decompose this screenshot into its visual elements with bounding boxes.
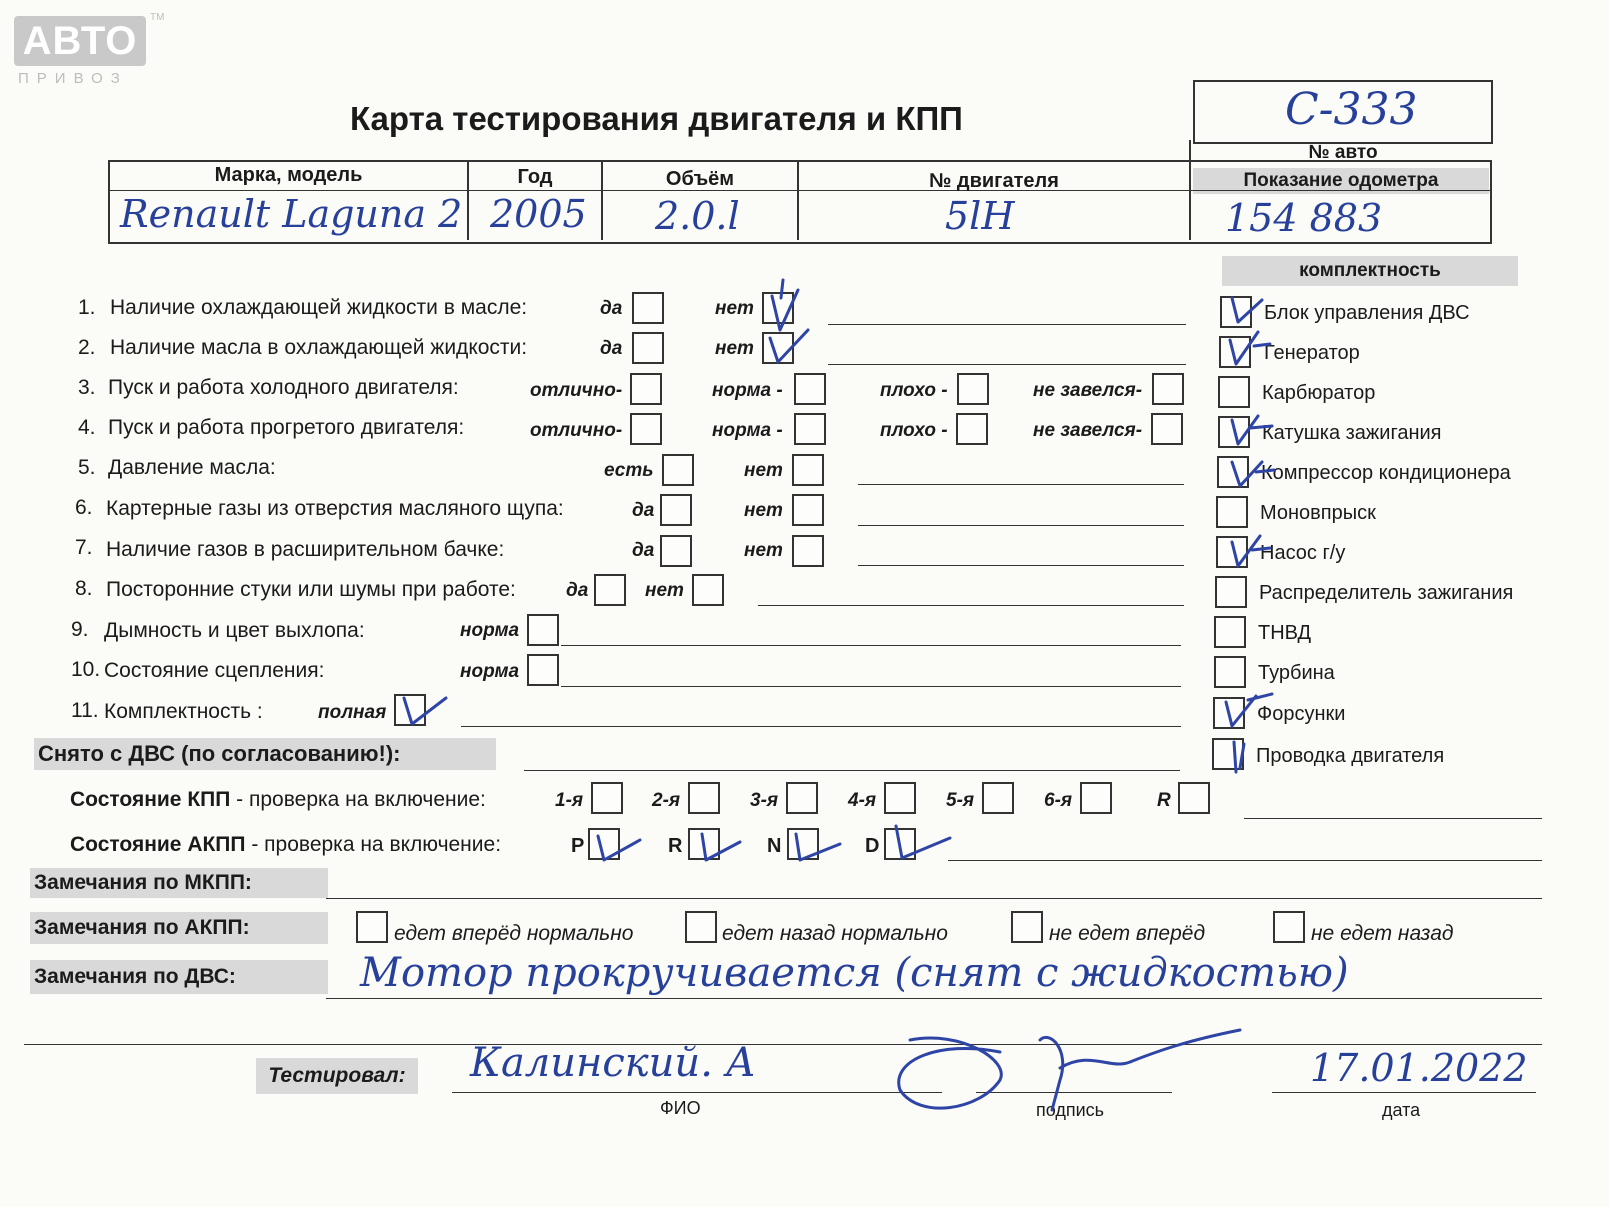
item-label: Состояние сцепления: xyxy=(104,659,325,682)
make-model-value: Renault Laguna 2 xyxy=(120,192,463,236)
item-number: 10. xyxy=(71,658,101,681)
item-label: Давление масла: xyxy=(108,456,276,479)
tester-name-handwritten: Калинский. А xyxy=(470,1040,756,1086)
trademark-mark: TM xyxy=(150,12,165,23)
check-mark xyxy=(1226,694,1272,726)
page-title: Карта тестирования двигателя и КПП xyxy=(350,100,963,137)
option-label: не завелся- xyxy=(1033,380,1143,401)
remarks-mkpp-label: Замечания по МКПП: xyxy=(30,868,328,898)
option-label: полная xyxy=(318,702,387,723)
option-label: нет xyxy=(744,460,783,481)
item-number: 2. xyxy=(78,336,96,359)
option-label: норма xyxy=(460,620,520,641)
option-label: нет xyxy=(744,540,783,561)
item-label: Посторонние стуки или шумы при работе: xyxy=(106,578,516,601)
option-label: отлично- xyxy=(530,380,623,401)
option-label: да xyxy=(632,500,655,521)
item-number: 1. xyxy=(78,296,96,319)
check-mark xyxy=(1230,332,1270,364)
check-mark xyxy=(1232,416,1272,444)
item-label: Наличие газов в расширительном бачке: xyxy=(106,538,505,561)
check-mark xyxy=(772,280,798,330)
item-label: Наличие охлаждающей жидкости в масле: xyxy=(110,296,528,319)
akpp-forward-ok-label: едет вперёд нормально xyxy=(394,922,634,945)
logo-subtitle: ПРИВОЗ xyxy=(18,70,128,87)
komplekt-label: Проводка двигателя xyxy=(1256,745,1445,767)
avtoprivoz-logo: АВТО xyxy=(14,16,146,66)
gear-label: 1-я xyxy=(555,790,584,811)
komplekt-label: Турбина xyxy=(1258,662,1335,684)
item-number: 9. xyxy=(71,618,89,641)
komplekt-label: Форсунки xyxy=(1257,703,1346,725)
gear-label: 3-я xyxy=(750,790,779,811)
komplekt-label: ТНВД xyxy=(1258,622,1312,644)
check-mark xyxy=(702,834,740,860)
gear-label: 2-я xyxy=(652,790,681,811)
option-label: норма xyxy=(460,661,520,682)
akpp-no-forward-label: не едет вперёд xyxy=(1049,922,1206,945)
check-mark xyxy=(1234,742,1244,772)
gear-label: 4-я xyxy=(848,790,877,811)
kpp-label-bold: Состояние КПП xyxy=(70,788,231,811)
header-col-make-model: Марка, модель xyxy=(214,164,363,186)
komplekt-label: Распределитель зажигания xyxy=(1259,582,1514,604)
car-number-value: С-333 xyxy=(1285,84,1418,135)
item-number: 5. xyxy=(78,456,96,479)
item-label: Пуск и работа прогретого двигателя: xyxy=(108,416,465,439)
gear-label: R xyxy=(1157,790,1171,811)
signature-label: подпись xyxy=(1036,1100,1105,1120)
odometer-value: 154 883 xyxy=(1225,196,1383,240)
option-label: нет xyxy=(715,298,754,319)
option-label: норма - xyxy=(712,420,783,441)
date-handwritten: 17.01.2022 xyxy=(1310,1046,1528,1090)
volume-value: 2.0.l xyxy=(655,194,740,238)
komplekt-label: Блок управления ДВС xyxy=(1264,302,1470,324)
option-label: да xyxy=(600,298,623,319)
check-mark xyxy=(1232,536,1270,566)
item-label: Дымность и цвет выхлопа: xyxy=(104,619,365,642)
odometer-label: Показание одометра xyxy=(1193,168,1489,194)
option-label: да xyxy=(566,580,589,601)
option-label: норма - xyxy=(712,380,783,401)
item-number: 6. xyxy=(75,496,93,519)
item-label: Пуск и работа холодного двигателя: xyxy=(108,376,459,399)
year-value: 2005 xyxy=(490,192,587,236)
check-mark xyxy=(598,836,640,860)
option-label: да xyxy=(600,338,623,359)
check-mark xyxy=(796,834,840,860)
option-label: нет xyxy=(715,338,754,359)
kpp-label-rest: - проверка на включение: xyxy=(230,788,486,811)
option-label: плохо - xyxy=(880,420,948,441)
removed-from-engine-label: Снято с ДВС (по согласованию!): xyxy=(34,738,496,770)
item-label: Картерные газы из отверстия масляного щупа: xyxy=(106,497,564,520)
date-label: дата xyxy=(1382,1100,1421,1120)
komplekt-label: Карбюратор xyxy=(1262,382,1376,404)
item-label: Комплектность : xyxy=(104,700,263,723)
fio-label: ФИО xyxy=(660,1098,701,1118)
check-mark xyxy=(770,330,808,362)
item-number: 3. xyxy=(78,376,96,399)
gear-label: 6-я xyxy=(1044,790,1073,811)
option-label: нет xyxy=(744,500,783,521)
signature-scribble xyxy=(899,1030,1240,1110)
check-mark xyxy=(404,698,446,724)
header-col-engine-no: № двигателя xyxy=(929,170,1059,192)
remarks-akpp-label: Замечания по АКПП: xyxy=(30,912,328,944)
check-mark xyxy=(1232,298,1262,322)
item-number: 11. xyxy=(71,699,99,722)
header-col-volume: Объём xyxy=(665,168,735,190)
option-label: нет xyxy=(645,580,684,601)
remarks-dvs-label: Замечания по ДВС: xyxy=(30,960,328,994)
item-number: 4. xyxy=(78,416,96,439)
komplekt-label: Насос г/у xyxy=(1260,542,1346,564)
remarks-dvs-handwritten: Мотор прокручивается (снят с жидкостью) xyxy=(360,950,1349,996)
item-label: Наличие масла в охлаждающей жидкости: xyxy=(110,336,528,359)
tested-by-label: Тестировал: xyxy=(256,1058,418,1094)
akpp-label-bold: Состояние АКПП xyxy=(70,833,246,856)
gear-label: D xyxy=(865,835,880,857)
header-col-year: Год xyxy=(517,166,553,188)
komplekt-label: Генератор xyxy=(1264,342,1360,364)
engine-no-value: 5lH xyxy=(945,194,1015,238)
car-number-label: № авто xyxy=(1308,142,1378,163)
option-label: да xyxy=(632,540,655,561)
option-label: отлично- xyxy=(530,420,623,441)
item-number: 7. xyxy=(75,536,93,559)
option-label: плохо - xyxy=(880,380,948,401)
gear-label: N xyxy=(767,835,782,857)
akpp-backward-ok-label: едет назад нормально xyxy=(722,922,948,945)
check-mark xyxy=(1232,462,1274,486)
gear-label: 5-я xyxy=(946,790,975,811)
komplekt-header: комплектность xyxy=(1222,256,1518,286)
akpp-label-rest: - проверка на включение: xyxy=(245,833,502,856)
akpp-no-backward-label: не едет назад xyxy=(1311,922,1454,945)
item-number: 8. xyxy=(75,577,93,600)
option-label: есть xyxy=(604,460,654,481)
check-mark xyxy=(896,826,950,858)
gear-label: P xyxy=(571,835,585,857)
komplekt-label: Моновпрыск xyxy=(1260,502,1376,524)
gear-label: R xyxy=(668,835,683,857)
option-label: не завелся- xyxy=(1033,420,1143,441)
komplekt-label: Катушка зажигания xyxy=(1262,422,1442,444)
komplekt-label: Компрессор кондиционера xyxy=(1261,462,1511,484)
